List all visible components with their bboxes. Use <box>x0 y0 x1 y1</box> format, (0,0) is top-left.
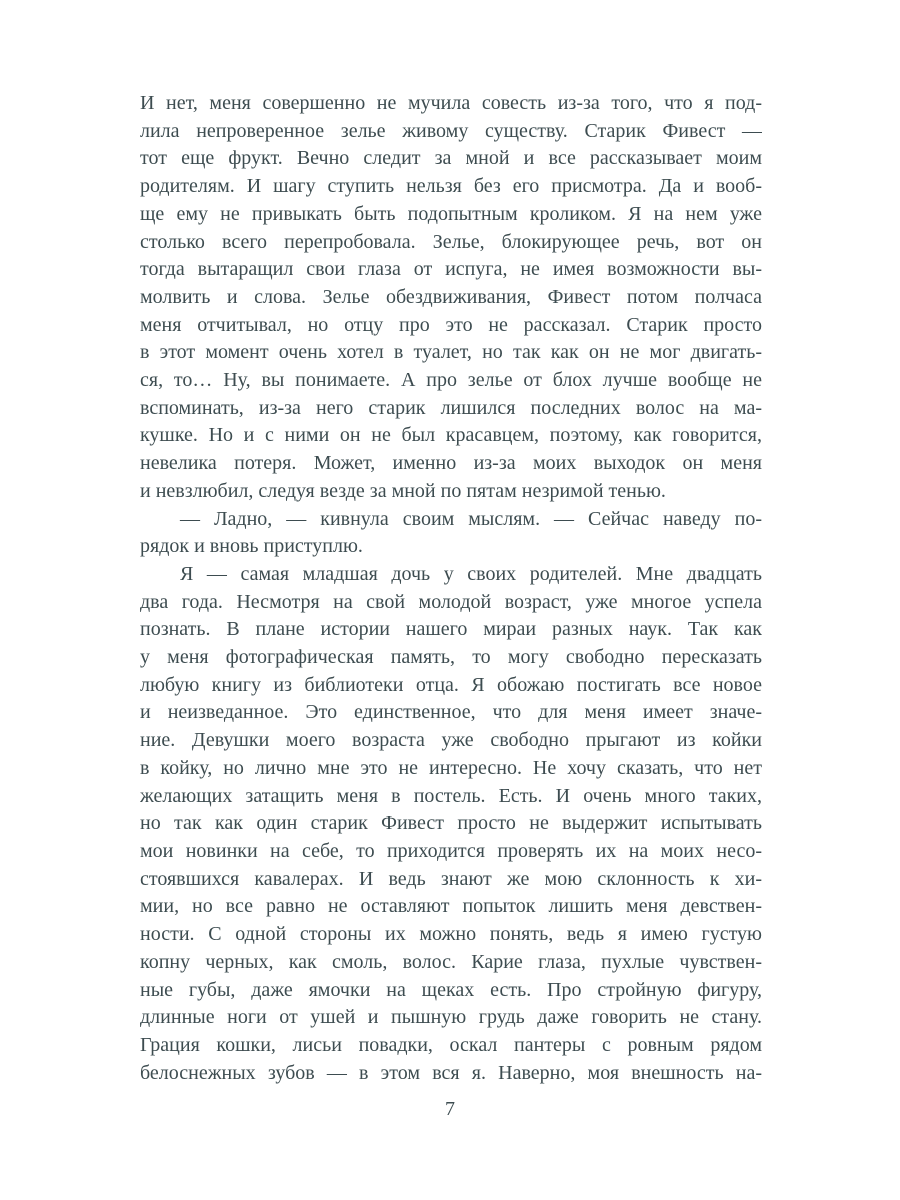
text-line: родителям. И шагу ступить нельзя без его присмотра. Да и вооб- <box>140 175 762 198</box>
text-line: два года. Несмотря на свой молодой возраст, уже многое успела <box>140 590 762 613</box>
text-line: и невзлюбил, следуя везде за мной по пятам незримой тенью. <box>140 479 666 502</box>
text-line: ние. Девушки моего возраста уже свободно прыгают из койки <box>140 729 762 752</box>
text-line: меня отчитывал, но отцу про это не рассказал. Старик просто <box>140 313 762 336</box>
text-line: желающих затащить меня в постель. Есть. И очень много таких, <box>140 784 762 807</box>
text-line: познать. В плане истории нашего мираи разных наук. Так как <box>140 618 762 641</box>
text-line: молвить и слова. Зелье обездвиживания, Фивест потом полчаса <box>140 285 762 308</box>
text-line: мии, но все равно не оставляют попыток лишить меня девствен- <box>140 895 762 918</box>
text-line: в этот момент очень хотел в туалет, но так как он не мог двигать- <box>140 341 762 364</box>
text-line: тогда вытаращил свои глаза от испуга, не имея возможности вы- <box>140 258 762 281</box>
text-line: кушке. Но и с ними он не был красавцем, поэтому, как говорится, <box>140 424 762 447</box>
text-line: Грация кошки, лисьи повадки, оскал пантеры с ровным рядом <box>140 1033 762 1056</box>
text-line: стоявшихся кавалерах. И ведь знают же мою склонность к хи- <box>140 867 762 890</box>
text-line: Я — самая младшая дочь у своих родителей. Мне двадцать <box>180 562 762 585</box>
text-line: столько всего перепробовала. Зелье, блокирующее речь, вот он <box>140 230 762 253</box>
text-line: белоснежных зубов — в этом вся я. Наверно, моя внешность на- <box>140 1061 762 1084</box>
text-line: ные губы, даже ямочки на щеках есть. Про стройную фигуру, <box>140 978 762 1001</box>
text-line: любую книгу из библиотеки отца. Я обожаю постигать все новое <box>140 673 762 696</box>
text-line: в койку, но лично мне это не интересно. Не хочу сказать, что нет <box>140 756 762 779</box>
paragraph <box>140 90 762 506</box>
page-number: 7 <box>445 1098 455 1120</box>
text-line: И нет, меня совершенно не мучила совесть из-за того, что я под- <box>140 92 762 114</box>
text-line: тот еще фрукт. Вечно следит за мной и все рассказывает моим <box>140 147 762 170</box>
text-line: но так как один старик Фивест просто не выдержит испытывать <box>140 812 762 835</box>
text-line: ще ему не привыкать быть подопытным кроликом. Я на нем уже <box>140 202 762 225</box>
text-block <box>140 90 762 1087</box>
text-line: вспоминать, из-за него старик лишился последних волос на ма- <box>140 396 762 419</box>
text-line: невелика потеря. Может, именно из-за моих выходок он меня <box>140 452 762 475</box>
text-line: ся, то… Ну, вы понимаете. А про зелье от блох лучше вообще не <box>140 369 762 392</box>
paragraph <box>140 506 762 561</box>
text-line: рядок и вновь приступлю. <box>140 535 363 558</box>
text-line: — Ладно, — кивнула своим мыслям. — Сейчас наведу по- <box>180 507 762 530</box>
text-line: ности. С одной стороны их можно понять, ведь я имею густую <box>140 923 762 946</box>
paragraph <box>140 561 762 1087</box>
text-line: у меня фотографическая память, то могу свободно пересказать <box>140 646 762 669</box>
text-line: длинные ноги от ушей и пышную грудь даже говорить не стану. <box>140 1006 762 1029</box>
text-line: лила непроверенное зелье живому существу. Старик Фивест — <box>140 119 762 142</box>
text-line: и неизведанное. Это единственное, что для меня имеет значе- <box>140 701 762 724</box>
text-line: мои новинки на себе, то приходится проверять их на моих несо- <box>140 839 762 862</box>
text-line: копну черных, как смоль, волос. Карие глаза, пухлые чувствен- <box>140 950 762 973</box>
